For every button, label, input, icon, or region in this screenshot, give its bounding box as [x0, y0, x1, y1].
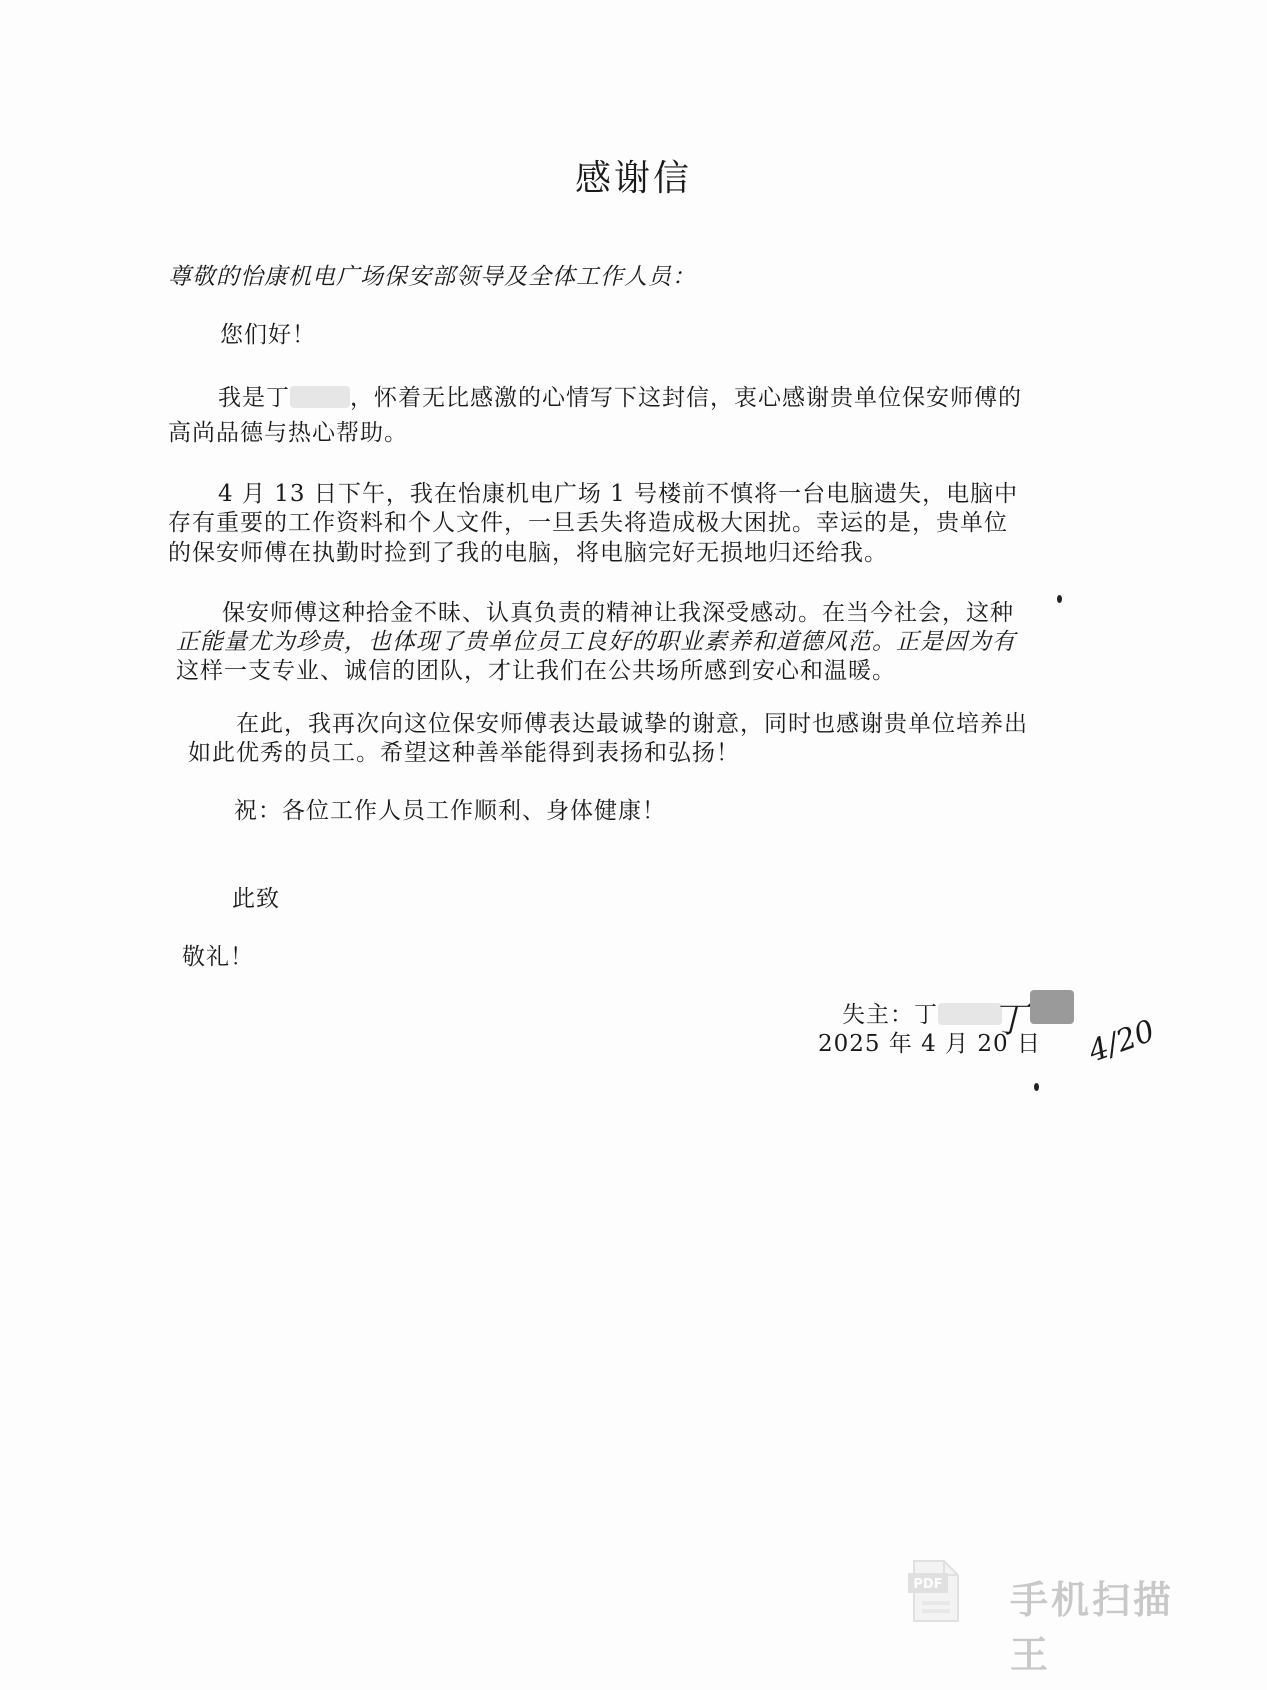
paragraph-1-line-1 [218, 383, 1022, 413]
paragraph-4-line-2: 如此优秀的员工。希望这种善举能得到表扬和弘扬！ [188, 740, 740, 766]
scan-speck [1057, 595, 1062, 603]
paragraph-3-line-3: 这样一支专业、诚信的团队，才让我们在公共场所感到安心和温暖。 [176, 658, 896, 684]
paragraph-4-line-1: 在此，我再次向这位保安师傅表达最诚挚的谢意，同时也感谢贵单位培养出 [236, 711, 1028, 737]
redacted-handwritten-name [1030, 990, 1074, 1024]
scan-speck [1034, 1083, 1039, 1091]
signer-label: 失主：丁 [842, 1002, 938, 1028]
letter-salutation: 尊敬的怡康机电广场保安部领导及全体工作人员： [168, 264, 696, 290]
pdf-file-icon [908, 1559, 962, 1625]
handwritten-date: 4/20 [1084, 1013, 1160, 1070]
paragraph-2-line-2: 存有重要的工作资料和个人文件，一旦丢失将造成极大困扰。幸运的是，贵单位 [168, 510, 1008, 536]
signer-line [842, 1000, 1002, 1030]
redacted-name [290, 386, 350, 408]
letter-wish: 祝：各位工作人员工作顺利、身体健康！ [234, 798, 666, 824]
paragraph-3-line-1: 保安师傅这种拾金不昧、认真负责的精神让我深受感动。在当今社会，这种 [222, 600, 1014, 626]
letter-greeting: 您们好！ [220, 322, 316, 348]
handwritten-signature: 丁 [992, 1000, 1029, 1041]
paragraph-2-line-1: 4 月 13 日下午，我在怡康机电广场 1 号楼前不慎将一台电脑遗失，电脑中 [218, 481, 1019, 507]
scanner-app-watermark [908, 1555, 1208, 1677]
pdf-icon-label: PDF [913, 1577, 943, 1592]
paragraph-3-line-2: 正能量尤为珍贵，也体现了贵单位员工良好的职业素养和道德风范。正是因为有 [176, 629, 1016, 655]
paragraph-1-text-b: ，怀着无比感激的心情写下这封信，衷心感谢贵单位保安师傅的 [350, 385, 1022, 411]
letter-closing-2: 敬礼！ [182, 944, 254, 970]
letter-closing-1: 此致 [232, 886, 280, 912]
watermark-text: 手机扫描王 [1010, 1578, 1175, 1677]
paragraph-1-line-2: 高尚品德与热心帮助。 [168, 420, 408, 446]
paragraph-2-line-3: 的保安师傅在执勤时捡到了我的电脑，将电脑完好无损地归还给我。 [168, 540, 888, 566]
paragraph-1-text-a: 我是丁 [218, 385, 290, 411]
letter-date: 2025 年 4 月 20 日 [818, 1031, 1041, 1057]
letter-title: 感谢信 [574, 158, 692, 199]
